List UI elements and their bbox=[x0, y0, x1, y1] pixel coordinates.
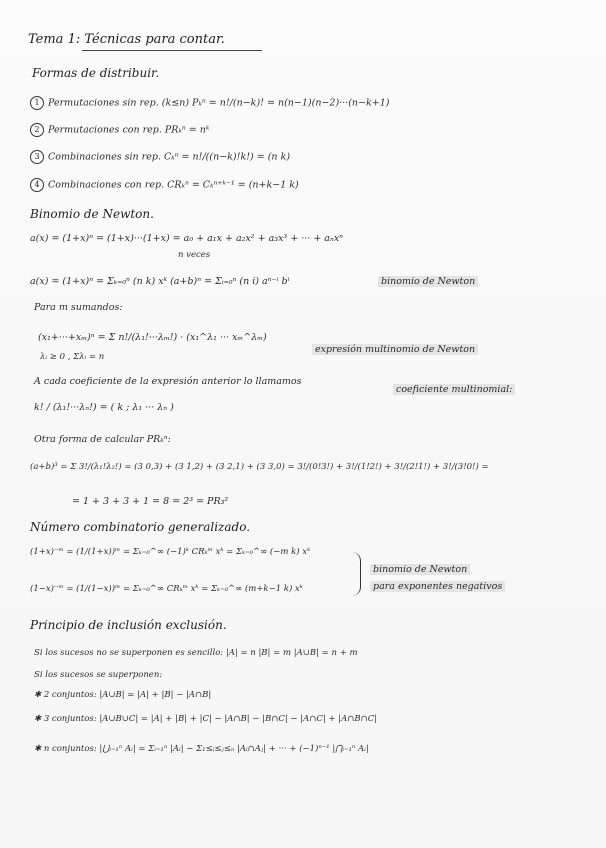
item-number: 4 bbox=[30, 178, 44, 192]
formas-item-1 bbox=[30, 96, 389, 110]
label-multinomio: expresión multinomio de Newton bbox=[312, 344, 478, 355]
formas-heading: Formas de distribuir. bbox=[32, 66, 160, 80]
title-underline bbox=[82, 50, 262, 51]
formas-item-text: Permutaciones sin rep. (k≤n) Pₖⁿ = n!/(n−k)! = n(n−1)(n−2)···(n−k+1) bbox=[48, 97, 390, 109]
formas-item-4 bbox=[30, 178, 299, 192]
label-binomio-newton: binomio de Newton bbox=[378, 276, 478, 287]
brace bbox=[352, 552, 361, 596]
page-title: Tema 1: Técnicas para contar. bbox=[28, 32, 225, 47]
inclusion-2-conjuntos: ✱ 2 conjuntos: |A∪B| = |A| + |B| − |A∩B| bbox=[34, 690, 212, 700]
label-coeficiente-multinomial: coeficiente multinomial: bbox=[393, 384, 515, 395]
newton-heading: Binomio de Newton. bbox=[30, 207, 154, 221]
cada-coeficiente: A cada coeficiente de la expresión anterior lo llamamos bbox=[34, 376, 302, 387]
multinomial-formula: (x₁+···+xₘ)ⁿ = Σ n!/(λ₁!···λₘ!) · (x₁^λ₁ ··· xₘ^λₘ) bbox=[38, 332, 267, 343]
multinomial-condition: λᵢ ≥ 0 , Σλᵢ = n bbox=[40, 352, 105, 362]
inclusion-heading: Principio de inclusión exclusión. bbox=[30, 618, 227, 632]
formas-item-2 bbox=[30, 123, 209, 137]
n-veces-label: n veces bbox=[178, 250, 211, 260]
para-m-sumandos: Para m sumandos: bbox=[34, 302, 123, 313]
generalizado-line-1: (1+x)⁻ᵐ = (1/(1+x))ᵐ = Σₖ₌₀^∞ (−1)ᵏ CRₖᵐ xᵏ = Σₖ₌₀^∞ (−m k) xᵏ bbox=[30, 547, 311, 557]
newton-sum: a(x) = (1+x)ⁿ = Σₖ₌₀ⁿ (n k) xᵏ (a+b)ⁿ = Σᵢ₌₀ⁿ (n i) aⁿ⁻ⁱ bⁱ bbox=[30, 276, 290, 287]
otra-forma: Otra forma de calcular PRₖⁿ: bbox=[34, 434, 171, 445]
ejemplo-expansion: (a+b)³ = Σ 3!/(λ₁!λ₂!) = (3 0,3) + (3 1,2) + (3 2,1) + (3 3,0) = 3!/(0!3!) + 3!/(1!2!) + 3!/(2!1!) + 3!/(3!0!) = bbox=[30, 462, 489, 472]
label-exponentes-negativos: para exponentes negativos bbox=[370, 581, 505, 592]
inclusion-3-conjuntos: ✱ 3 conjuntos: |A∪B∪C| = |A| + |B| + |C| − |A∩B| − |B∩C| − |A∩C| + |A∩B∩C| bbox=[34, 714, 378, 724]
inclusion-n-conjuntos: ✱ n conjuntos: |⋃ᵢ₌₁ⁿ Aᵢ| = Σᵢ₌₁ⁿ |Aᵢ| − Σ₁≤ᵢ≤ⱼ≤ₙ |Aᵢ∩Aⱼ| + ··· + (−1)ⁿ⁻¹ |⋂ᵢ₌₁ⁿ Aᵢ| bbox=[34, 744, 369, 754]
formas-item-text: Combinaciones con rep. CRₖⁿ = Cₖⁿ⁺ᵏ⁻¹ = (n+k−1 k) bbox=[48, 179, 299, 191]
coeficiente-formula: k! / (λ₁!···λₙ!) = ( k ; λ₁ ··· λₙ ) bbox=[34, 402, 174, 413]
label-binomio-newton-2: binomio de Newton bbox=[370, 564, 470, 575]
ejemplo-resultado: = 1 + 3 + 3 + 1 = 8 = 2³ = PR₃² bbox=[72, 496, 229, 507]
generalizado-heading: Número combinatorio generalizado. bbox=[30, 520, 251, 534]
newton-expansion: a(x) = (1+x)ⁿ = (1+x)···(1+x) = a₀ + a₁x + a₂x² + a₃x³ + ··· + aₙxⁿ bbox=[30, 233, 344, 244]
item-number: 3 bbox=[30, 150, 44, 164]
formas-item-3 bbox=[30, 150, 290, 164]
formas-item-text: Permutaciones con rep. PRₖⁿ = nᵏ bbox=[48, 124, 210, 136]
item-number: 1 bbox=[30, 96, 44, 110]
formas-item-text: Combinaciones sin rep. Cₖⁿ = n!/((n−k)!k!) = (n k) bbox=[48, 151, 291, 163]
item-number: 2 bbox=[30, 123, 44, 137]
generalizado-line-2: (1−x)⁻ᵐ = (1/(1−x))ᵐ = Σₖ₌₀^∞ CRₖᵐ xᵏ = Σₖ₌₀^∞ (m+k−1 k) xᵏ bbox=[30, 584, 303, 594]
inclusion-superponen: Si los sucesos se superponen: bbox=[34, 670, 163, 680]
inclusion-no-superponen: Si los sucesos no se superponen es sencillo: |A| = n |B| = m |A∪B| = n + m bbox=[34, 648, 358, 658]
